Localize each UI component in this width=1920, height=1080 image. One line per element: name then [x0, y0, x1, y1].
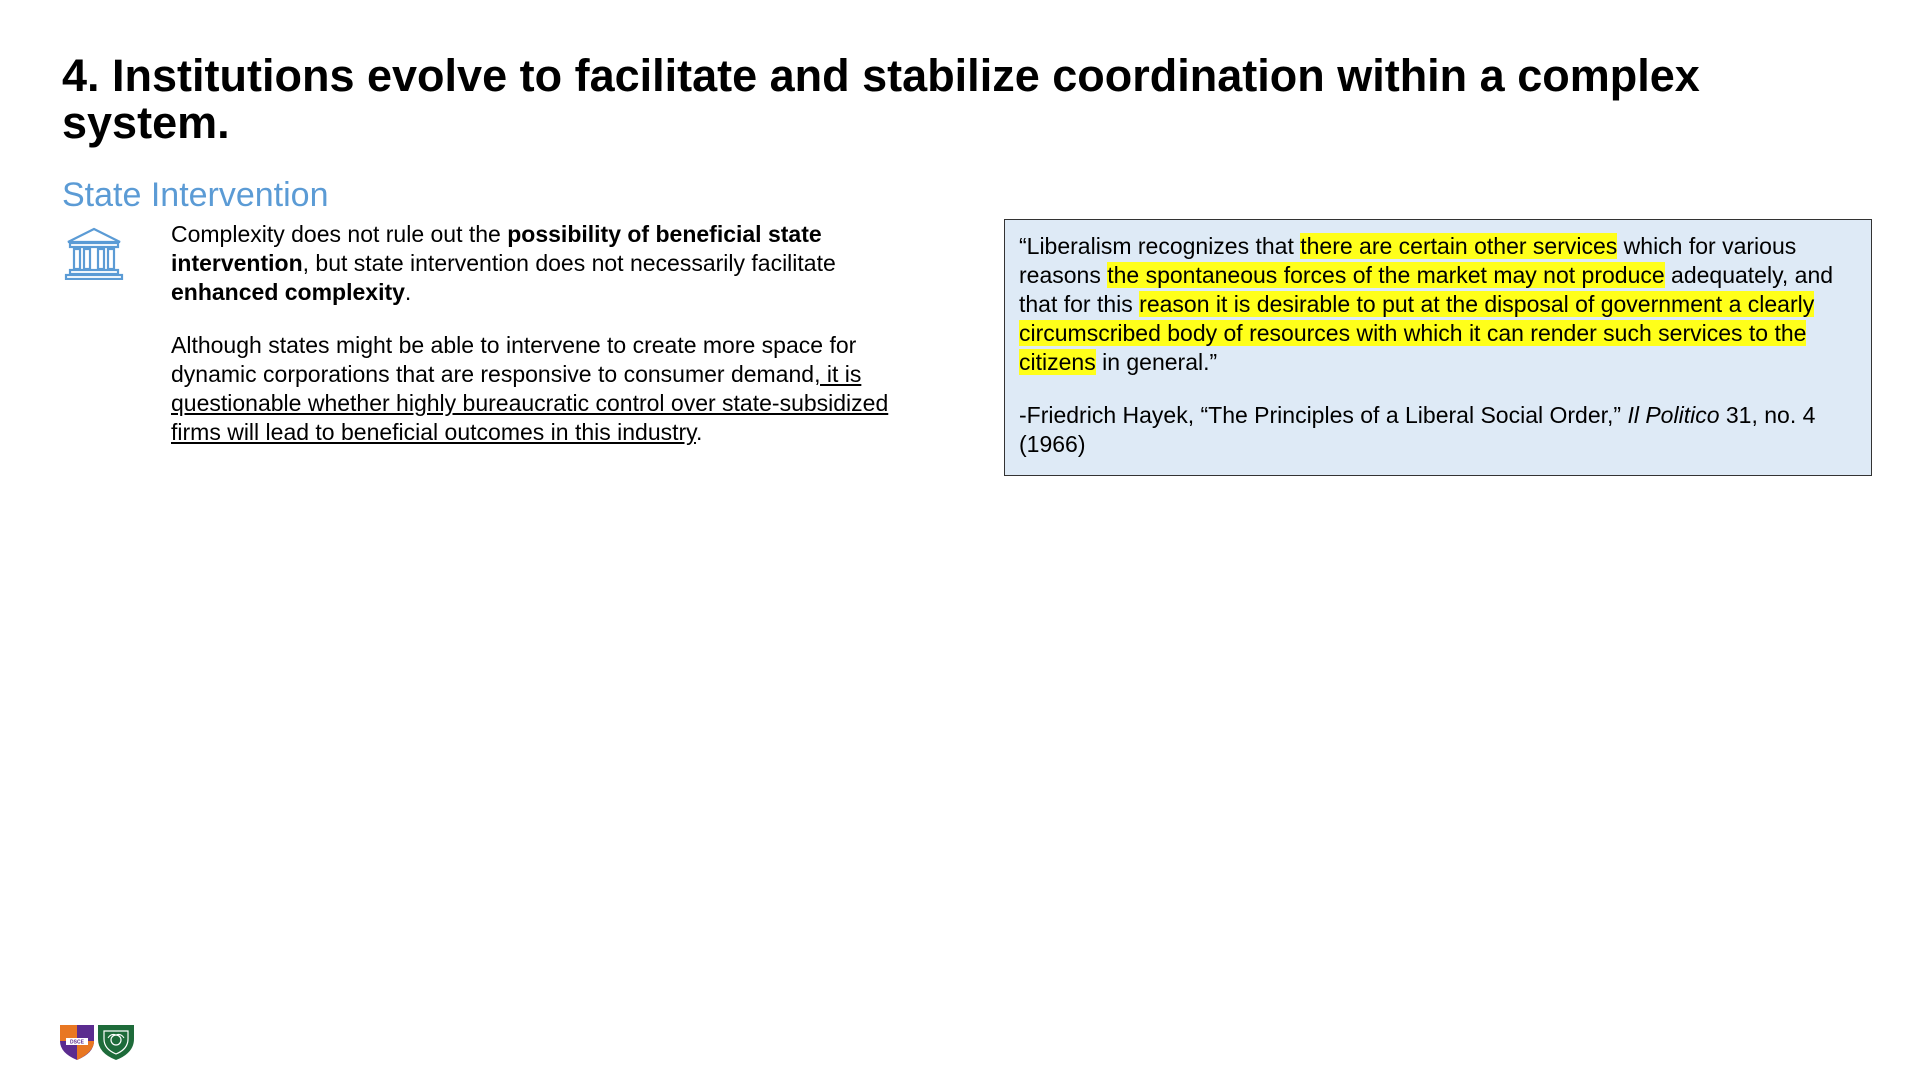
- quote-text: [1019, 232, 1857, 377]
- text-run: .: [404, 279, 412, 305]
- bold-text: possibility of beneficial state intervention: [171, 221, 822, 276]
- slide-title: 4. Institutions evolve to facilitate and stabilize coordination within a complex system.: [62, 50, 1700, 148]
- text-run: 31, no. 4 (1966): [1019, 402, 1816, 457]
- footer-logos: [58, 1021, 136, 1061]
- institution-building-icon: [64, 226, 124, 280]
- text-run: in general.”: [1095, 349, 1218, 375]
- underlined-text: , it is questionable whether highly bureaucratic control over state-subsidized firms will lead to beneficial outcomes in this industry: [171, 361, 889, 445]
- green-shield-logo: [98, 1025, 134, 1060]
- logo-text: DSCE: [70, 1039, 84, 1046]
- body-text: [171, 220, 941, 471]
- purple-shield-logo: [60, 1025, 94, 1060]
- bold-text: enhanced complexity: [171, 279, 405, 305]
- highlighted-text: the spontaneous forces of the market may not produce: [1107, 262, 1665, 288]
- paragraph-intervention: [171, 331, 941, 447]
- highlighted-text: reason it is desirable to put at the disposal of government a clearly circumscribed body of resources with which it can render such services to the citizens: [1019, 291, 1815, 375]
- section-heading: State Intervention: [62, 176, 329, 214]
- paragraph-complexity: [171, 220, 941, 307]
- text-run: adequately, and that for this: [1019, 262, 1834, 317]
- text-run: .: [695, 419, 703, 445]
- text-run: “Liberalism recognizes that: [1019, 233, 1301, 259]
- text-run: Complexity does not rule out the: [171, 221, 508, 247]
- text-run: -Friedrich Hayek, “The Principles of a Liberal Social Order,”: [1019, 402, 1628, 428]
- hayek-quote-box: [1004, 219, 1872, 476]
- quote-citation: [1019, 401, 1857, 459]
- text-run: Although states might be able to intervene to create more space for dynamic corporations that are responsive to consumer demand: [171, 332, 857, 387]
- italic-text: Il Politico: [1627, 402, 1720, 428]
- highlighted-text: there are certain other services: [1300, 233, 1618, 259]
- text-run: , but state intervention does not necessarily facilitate: [302, 250, 836, 276]
- text-run: which for various reasons: [1019, 233, 1797, 288]
